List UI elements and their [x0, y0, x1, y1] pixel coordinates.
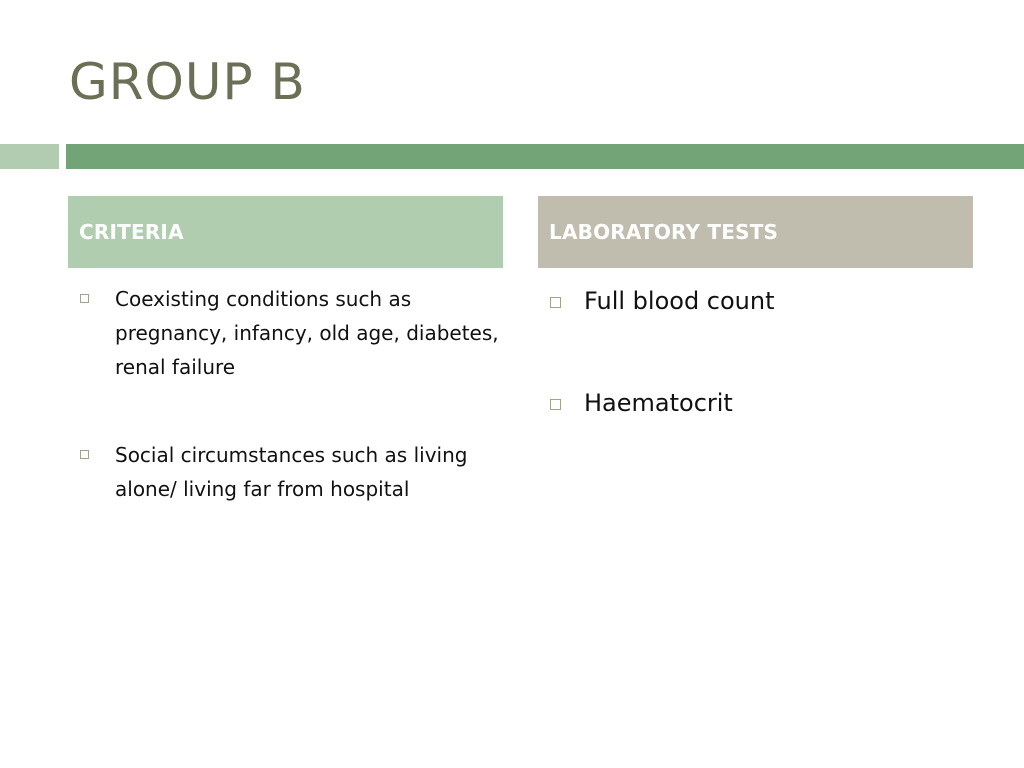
square-bullet-icon	[80, 294, 89, 303]
square-bullet-icon	[550, 297, 561, 308]
slide-title: GROUP B	[69, 53, 306, 111]
lab-test-item-haematocrit	[549, 384, 969, 422]
lab-test-item-text: Full blood count	[584, 287, 775, 315]
square-bullet-icon	[550, 399, 561, 410]
criteria-item-social-circumstances	[80, 438, 500, 506]
lab-test-item-full-blood-count	[549, 282, 969, 320]
laboratory-tests-header-label: LABORATORY TESTS	[549, 220, 779, 244]
criteria-list	[80, 282, 500, 506]
laboratory-tests-header	[538, 196, 973, 268]
lab-test-item-text: Haematocrit	[584, 389, 733, 417]
laboratory-tests-list	[549, 282, 969, 422]
criteria-item-text: Coexisting conditions such as pregnancy, infancy, old age, diabetes, renal failure	[115, 287, 499, 379]
accent-bar-left	[0, 144, 59, 169]
criteria-item-coexisting-conditions	[80, 282, 500, 384]
criteria-header-label: CRITERIA	[79, 220, 184, 244]
accent-bar-right	[66, 144, 1024, 169]
criteria-header	[68, 196, 503, 268]
criteria-item-text: Social circumstances such as living alone/ living far from hospital	[115, 443, 468, 501]
square-bullet-icon	[80, 450, 89, 459]
